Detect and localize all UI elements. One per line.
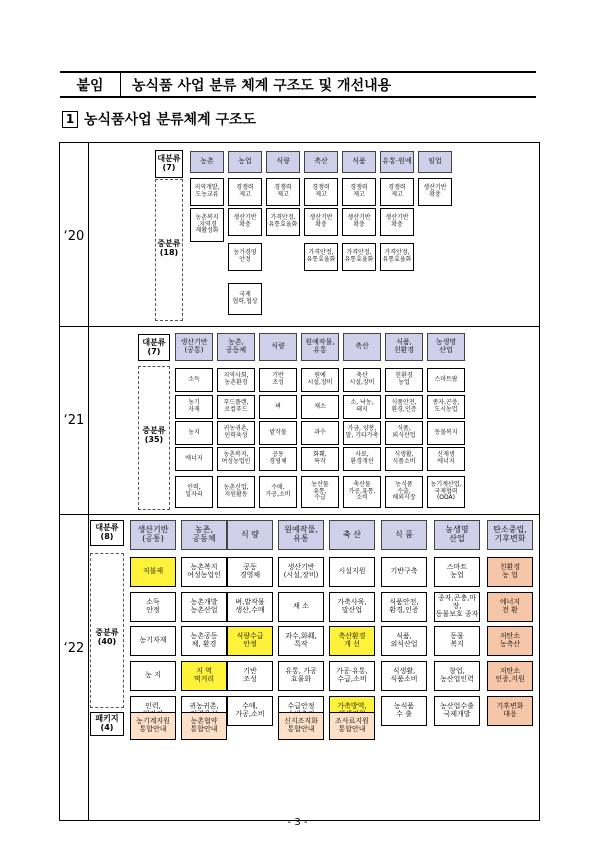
page-number: - 3 - — [287, 817, 308, 828]
mid-2020-4-0: 경쟁력 제고 — [342, 178, 376, 206]
mid-2021-0-6: 스마트팜 — [427, 368, 465, 392]
category-2022-1: 농촌, 공동체 — [181, 520, 227, 550]
mid-2021-0-1: 지역사회, 농촌환경 — [217, 368, 255, 392]
mid-2022-2-1: 농촌공동 체, 환경 — [181, 626, 227, 656]
mid-2022-3-7: 저탄소 인증,지원 — [487, 661, 533, 691]
mid-2021-1-4: 소, 낙농, 돼지 — [343, 395, 381, 419]
mid-2022-1-1: 농촌개발 농촌산업 — [181, 592, 227, 622]
category-2020-4: 식품 — [342, 151, 376, 173]
mid-2022-4-0: 인력, — [130, 696, 176, 726]
mid-2020-6-0: 생산기반 확충 — [418, 178, 452, 206]
mid-2021-4-5: 농식품 수출, 해외시장 — [385, 476, 423, 508]
mid-2022-2-3: 과수,화훼, 특작 — [278, 626, 324, 656]
mid-2022-3-1: 지 역 먹거리 — [181, 661, 227, 691]
package-2022-2: 신지조직화 통합안내 — [278, 712, 324, 740]
mid-2021-2-5: 식품, 외식산업 — [385, 421, 423, 445]
mid-2022-4-7: 기후변화 대응 — [487, 696, 533, 726]
major-label-2022: 대분류 (8) — [90, 520, 124, 546]
mid-2022-2-0: 농기자재 — [130, 626, 176, 656]
year-2021: ‘21 — [63, 413, 85, 428]
mid-2021-0-5: 친환경 농업 — [385, 368, 423, 392]
mid-2022-0-4: 시설지원 — [329, 557, 375, 587]
mid-2021-0-4: 축산 시설,장비 — [343, 368, 381, 392]
mid-2022-4-5: 농식품 수 출 — [381, 696, 427, 726]
mid-2020-5-0: 경쟁력 제고 — [380, 178, 414, 206]
package-label-2022: 패키지 (4) — [90, 712, 124, 736]
mid-2020-1-3: 국제 협력,협상 — [228, 283, 262, 315]
mid-2022-1-2: 벼,밭작물 생산,수매 — [227, 592, 273, 622]
mid-2021-4-6: 농기계산업, 국제협력 (ODA) — [427, 476, 465, 508]
category-2022-5: 식 품 — [381, 520, 427, 550]
mid-2022-1-0: 소득 안정 — [130, 592, 176, 622]
mid-2021-3-0: 에너지 — [175, 447, 213, 471]
mid-2021-1-1: 푸드플랜, 로컬푸드 — [217, 395, 255, 419]
section-number: 1 — [62, 111, 78, 128]
category-2021-0: 생산기반 (공통) — [175, 333, 213, 361]
mid-2022-3-4: 가공·유통, 수급,소비 — [329, 661, 375, 691]
mid-2022-3-0: 농 지 — [130, 661, 176, 691]
category-2020-6: 임업 — [418, 151, 452, 173]
mid-2020-1-1: 생산기반 확충 — [228, 208, 262, 236]
mid-2022-4-1: 귀농귀촌, — [181, 696, 227, 726]
category-2022-7: 탄소중립, 기후변화 — [487, 520, 533, 550]
mid-2021-3-6: 신재생 에너지 — [427, 447, 465, 471]
mid-2021-2-3: 과수 — [301, 421, 339, 445]
category-2020-1: 농업 — [228, 151, 262, 173]
category-2022-3: 원예작물, 유통 — [278, 520, 324, 550]
mid-2021-0-2: 기반 조성 — [259, 368, 297, 392]
mid-2022-2-6: 동물 복지 — [434, 626, 480, 656]
major-label-2020: 대분류 (7) — [155, 150, 183, 178]
mid-2021-3-3: 화훼, 특작 — [301, 447, 339, 471]
mid-2022-0-0: 직불제 — [130, 557, 176, 587]
mid-2022-0-5: 기반구축 — [381, 557, 427, 587]
mid-2022-0-6: 스마트 농업 — [434, 557, 480, 587]
section-heading — [62, 109, 256, 129]
attachment-header — [60, 71, 536, 98]
mid-2022-2-5: 식품, 외식산업 — [381, 626, 427, 656]
year-column-divider — [88, 143, 89, 820]
category-2021-6: 농생명 산업 — [427, 333, 465, 361]
mid-2022-1-3: 채 소 — [278, 592, 324, 622]
section-title: 농식품사업 분류체계 구조도 — [84, 112, 257, 128]
mid-2021-1-6: 종자,곤충, 도시농업 — [427, 395, 465, 419]
mid-2022-4-4: 가축방역, — [329, 696, 375, 726]
mid-2021-0-3: 원예 시설,장비 — [301, 368, 339, 392]
category-2021-5: 식품, 친환경 — [385, 333, 423, 361]
mid-2021-2-6: 동물복지 — [427, 421, 465, 445]
category-2021-4: 축산 — [343, 333, 381, 361]
mid-2022-3-3: 유통, 가공 효율화 — [278, 661, 324, 691]
category-2022-4: 축 산 — [329, 520, 375, 550]
mid-2020-2-0: 경쟁력 제고 — [266, 178, 300, 206]
mid-2020-3-2: 가격안정, 유통효율화 — [304, 243, 338, 271]
mid-2020-1-0: 경쟁력 제고 — [228, 178, 262, 206]
mid-2020-3-0: 경쟁력 제고 — [304, 178, 338, 206]
row-divider-2021 — [60, 326, 539, 327]
mid-label-2020: 중분류 (18) — [156, 233, 182, 265]
row-divider-2022 — [60, 514, 539, 515]
mid-2021-3-4: 사료, 환경개선 — [343, 447, 381, 471]
mid-2020-5-2: 가격안정, 유통효율화 — [380, 243, 414, 271]
mid-label-2021: 중분류 (35) — [139, 421, 169, 451]
category-2022-2: 식 량 — [227, 520, 273, 550]
mid-2021-4-2: 수매, 가공,소비 — [259, 476, 297, 508]
mid-2022-3-2: 기반 조성 — [227, 661, 273, 691]
major-label-2021: 대분류 (7) — [138, 334, 170, 361]
mid-2022-1-6: 종자,곤충,마장, 동물보호 종자 — [434, 592, 480, 622]
mid-2021-1-3: 채소 — [301, 395, 339, 419]
mid-2020-1-2: 농가경영 안정 — [228, 243, 262, 271]
category-2020-3: 축산 — [304, 151, 338, 173]
mid-2021-4-1: 농촌신업, 지원활동 — [217, 476, 255, 508]
mid-2022-1-7: 에너지 전 환 — [487, 592, 533, 622]
package-2022-3: 조사료지원 통합안내 — [329, 712, 375, 740]
mid-2022-2-7: 저탄소 농축산 — [487, 626, 533, 656]
mid-2020-2-1: 가격안정, 유통효율화 — [266, 208, 300, 236]
attachment-label: 붙임 — [60, 73, 121, 96]
mid-2021-2-4: 가금, 양봉, 말, 기타가축 — [343, 421, 381, 445]
category-2021-1: 농촌, 공동체 — [217, 333, 255, 361]
mid-2021-4-0: 인력, 일자리 — [175, 476, 213, 508]
mid-2022-1-5: 식품안전, 환경,인증 — [381, 592, 427, 622]
mid-2021-1-5: 식품안전, 환경,인증 — [385, 395, 423, 419]
mid-2021-4-3: 농산물 유통, 수급 — [301, 476, 339, 508]
mid-2022-2-2: 식량수급 안정 — [227, 626, 273, 656]
mid-2020-0-1: 농촌복지 ,지역경 제활성화 — [190, 208, 224, 242]
mid-2020-4-1: 생산기반 확충 — [342, 208, 376, 236]
mid-2021-4-4: 축산물 가공,유통, 소비 — [343, 476, 381, 508]
mid-2022-0-2: 공동 경영체 — [227, 557, 273, 587]
mid-2022-4-3: 수급안정 — [278, 696, 324, 726]
category-2020-0: 농촌 — [190, 151, 224, 173]
mid-2020-4-2: 가격안정, 유통효율화 — [342, 243, 376, 271]
mid-2021-2-0: 농지 — [175, 421, 213, 445]
mid-2021-0-0: 소득 — [175, 368, 213, 392]
mid-2022-4-6: 농산업수출 국제개발 — [434, 696, 480, 726]
attachment-title: 농식품 사업 분류 체계 구조도 및 개선내용 — [132, 77, 392, 94]
mid-2021-1-2: 벼 — [259, 395, 297, 419]
mid-2022-0-7: 친환경 농 업 — [487, 557, 533, 587]
mid-label-2022: 중분류 (40) — [91, 623, 123, 653]
mid-2021-3-1: 농촌복지, 여성농업인 — [217, 447, 255, 471]
mid-2020-3-1: 생산기반 확충 — [304, 208, 338, 236]
mid-2020-5-1: 생산기반 확충 — [380, 208, 414, 236]
mid-2022-2-4: 축산환경 개 선 — [329, 626, 375, 656]
mid-2021-1-0: 농기 자재 — [175, 395, 213, 419]
mid-2022-3-5: 식생활, 식품소비 — [381, 661, 427, 691]
mid-2021-2-1: 귀농귀촌, 인력육성 — [217, 421, 255, 445]
package-2022-1: 농촌협약 통합안내 — [181, 712, 227, 740]
category-2022-0: 생산기반 (공통) — [130, 520, 176, 550]
category-2021-2: 식량 — [259, 333, 297, 361]
category-2020-2: 식량 — [266, 151, 300, 173]
structure-table — [59, 142, 540, 821]
category-2021-3: 원예작물, 유통 — [301, 333, 339, 361]
mid-2021-3-2: 공동 경영체 — [259, 447, 297, 471]
mid-2022-1-4: 가축사육, 말산업 — [329, 592, 375, 622]
category-2022-6: 농생명 산업 — [434, 520, 480, 550]
year-2020: ‘20 — [63, 229, 85, 244]
mid-2020-0-0: 지역개발, 도농교류 — [190, 178, 224, 206]
mid-2022-0-3: 생산기반 (시설,장비) — [278, 557, 324, 587]
package-2022-0: 농기계지원 통합안내 — [130, 712, 176, 740]
mid-2022-3-6: 창업, 농산업인력 — [434, 661, 480, 691]
mid-2022-4-2: 수매, 가공,소비 — [227, 696, 273, 726]
year-2022: ‘22 — [63, 641, 85, 656]
category-2020-5: 유통·원예 — [380, 151, 414, 173]
mid-2022-0-1: 농촌복지 여성농업인 — [181, 557, 227, 587]
mid-2021-2-2: 밭작물 — [259, 421, 297, 445]
mid-2021-3-5: 식생활, 식품소비 — [385, 447, 423, 471]
